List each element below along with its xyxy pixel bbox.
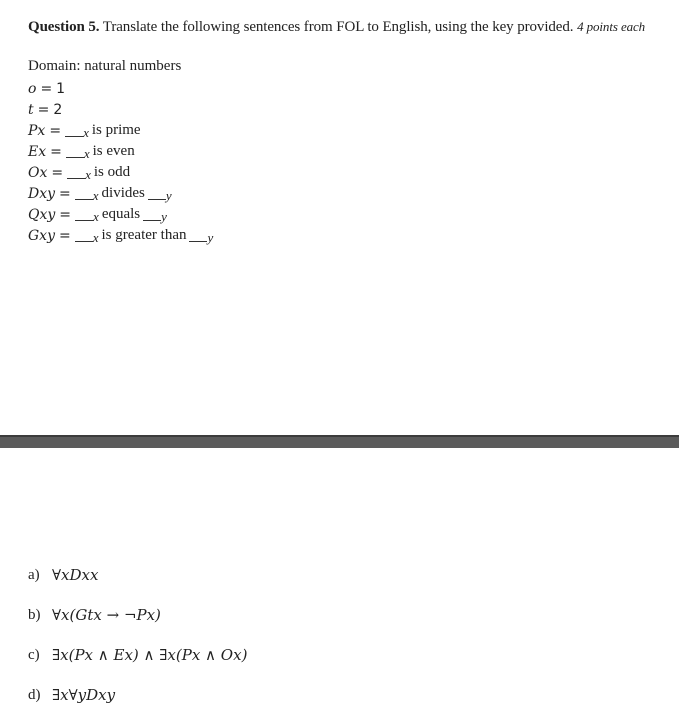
item-label: c) xyxy=(28,646,40,663)
predicate-description: is even xyxy=(92,143,135,159)
key-list xyxy=(28,78,216,246)
list-item xyxy=(28,675,247,715)
item-label: b) xyxy=(28,606,41,623)
blank-line xyxy=(189,229,207,242)
question-text: Translate the following sentences from FOL to English, using the key provided. xyxy=(99,19,578,35)
variable-label: x xyxy=(83,145,90,161)
predicate-description: equals xyxy=(101,206,141,222)
equals-sign: = xyxy=(59,227,71,244)
blank-line xyxy=(75,208,93,221)
predicate-symbol: Dxy xyxy=(28,185,56,202)
variable-label: x xyxy=(93,208,99,224)
question-points: 4 points each xyxy=(577,19,646,34)
blank-line xyxy=(75,229,93,242)
domain-label: Domain: natural numbers xyxy=(28,58,182,74)
item-formula: ∀xDxx xyxy=(52,566,99,584)
constant-symbol: t xyxy=(28,101,34,118)
list-item xyxy=(28,555,247,595)
predicate-row xyxy=(28,162,216,183)
item-formula: ∃x(Px ∧ Ex) ∧ ∃x(Px ∧ Ox) xyxy=(52,646,248,664)
predicate-row xyxy=(28,183,216,204)
constant-value: 1 xyxy=(56,80,66,97)
predicate-row xyxy=(28,120,216,141)
list-item xyxy=(28,595,247,635)
predicate-description: is greater than xyxy=(101,227,187,243)
variable-label: y xyxy=(207,229,214,245)
item-label: d) xyxy=(28,686,41,703)
equals-sign: = xyxy=(59,206,72,223)
predicate-row xyxy=(28,225,216,246)
blank-line xyxy=(75,187,93,200)
equals-sign: = xyxy=(59,185,71,202)
item-formula: ∀x(Gtx → ¬Px) xyxy=(52,606,161,624)
item-formula: ∃x∀yDxy xyxy=(52,686,116,704)
constant-symbol: o xyxy=(28,80,37,97)
page-divider xyxy=(0,435,679,448)
predicate-symbol: Ex xyxy=(28,143,47,160)
predicate-row xyxy=(28,141,216,162)
variable-label: y xyxy=(165,187,172,203)
variable-label: x xyxy=(83,124,89,140)
predicate-description: divides xyxy=(101,185,145,201)
equals-sign: = xyxy=(37,101,50,118)
formula-list xyxy=(28,555,247,715)
item-label: a) xyxy=(28,566,40,583)
blank-line xyxy=(143,208,161,221)
constant-row xyxy=(28,78,216,99)
blank-line xyxy=(66,145,84,158)
constant-value: 2 xyxy=(53,101,63,118)
equals-sign: = xyxy=(51,164,64,181)
blank-line xyxy=(67,166,85,179)
predicate-symbol: Ox xyxy=(28,164,48,181)
equals-sign: = xyxy=(40,80,53,97)
equals-sign: = xyxy=(49,122,62,139)
blank-line xyxy=(148,187,166,200)
list-item xyxy=(28,635,247,675)
variable-label: x xyxy=(92,229,99,245)
blank-line xyxy=(65,124,83,137)
constant-row xyxy=(28,99,216,120)
predicate-symbol: Gxy xyxy=(28,227,55,244)
question-title: Question 5. xyxy=(28,19,100,35)
question-header xyxy=(28,19,679,36)
predicate-description: is odd xyxy=(93,164,131,180)
predicate-row xyxy=(28,204,216,225)
predicate-description: is prime xyxy=(91,122,141,138)
variable-label: x xyxy=(92,187,99,203)
predicate-symbol: Px xyxy=(28,122,46,139)
variable-label: x xyxy=(85,166,91,182)
predicate-symbol: Qxy xyxy=(28,206,56,223)
variable-label: y xyxy=(161,208,167,224)
equals-sign: = xyxy=(50,143,62,160)
